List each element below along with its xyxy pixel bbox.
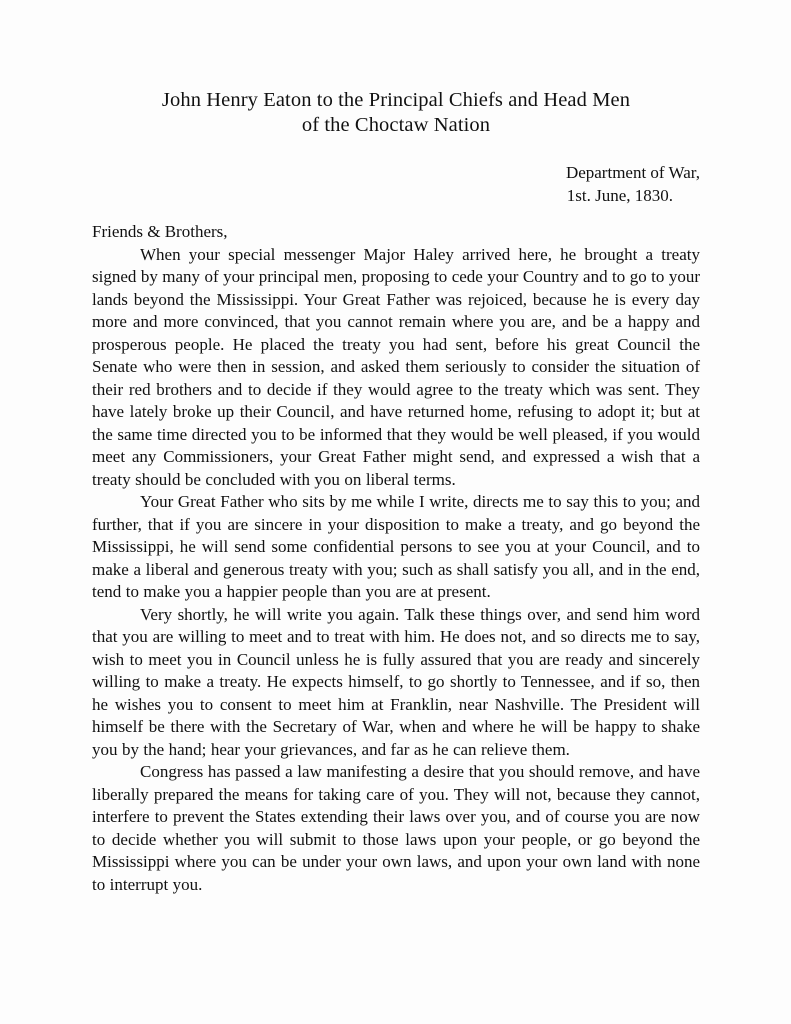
text-column [92,0,700,896]
body-paragraph: When your special messenger Major Haley arrived here, he brought a treaty signed by many of your principal men, proposing to cede your Country and to go to your lands beyond the Mississippi. Your Great Father was rejoiced, because he is every day more and more convinced, that you cannot remain where you are, and be a happy and prosperous people. He placed the treaty you had sent, before his great Council the Senate who were then in session, and asked them seriously to consider the situation of their red brothers and to decide if they would agree to the treaty which was sent. They have lately broke up their Council, and have returned home, refusing to adopt it; but at the same time directed you to be informed that they would be well pleased, if you would meet any Commissioners, your Great Father might send, and expressed a wish that a treaty should be concluded with you on liberal terms. [92,244,701,489]
page-title [92,0,700,138]
body-paragraph: Congress has passed a law manifesting a desire that you should remove, and have liberally prepared the means for taking care of you. They will not, because they cannot, interfere to prevent the States extending their laws over you, and of course you are now to decide whether you will submit to those laws upon your people, or go beyond the Mississippi where you can be under your own laws, and upon your own land with none to interrupt you. [92,762,700,894]
dateline [92,162,700,207]
title-line-1: John Henry Eaton to the Principal Chiefs and Head Men [161,89,631,111]
dateline-place: Department of War, [565,163,700,182]
body-paragraph: Very shortly, he will write you again. Talk these things over, and send him word that you are willing to meet and to treat with him. He does not, and so directs me to say, wish to meet you in Council unless he is fully assured that you are ready and sincerely willing to make a treaty. He expects himself, to go shortly to Tennessee, and if so, then he wishes you to consent to meet him at Franklin, near Nashville. The President will himself be there with the Secretary of War, when and where he will be happy to shake you by the hand; hear your grievances, and far as he can relieve them. [92,604,700,759]
dateline-date: 1st. June, 1830. [566,185,673,205]
body-paragraph: Your Great Father who sits by me while I write, directs me to say this to you; and further, that if you are sincere in your disposition to make a treaty, and go beyond the Mississippi, he will send some confidential persons to see you at your Council, and to make a liberal and generous treaty with you; such as shall satisfy you all, and in the end, tend to make you a happier people than you are at present. [92,492,700,601]
title-line-2: of the Choctaw Nation [301,114,491,136]
salutation: Friends & Brothers, [92,222,228,241]
